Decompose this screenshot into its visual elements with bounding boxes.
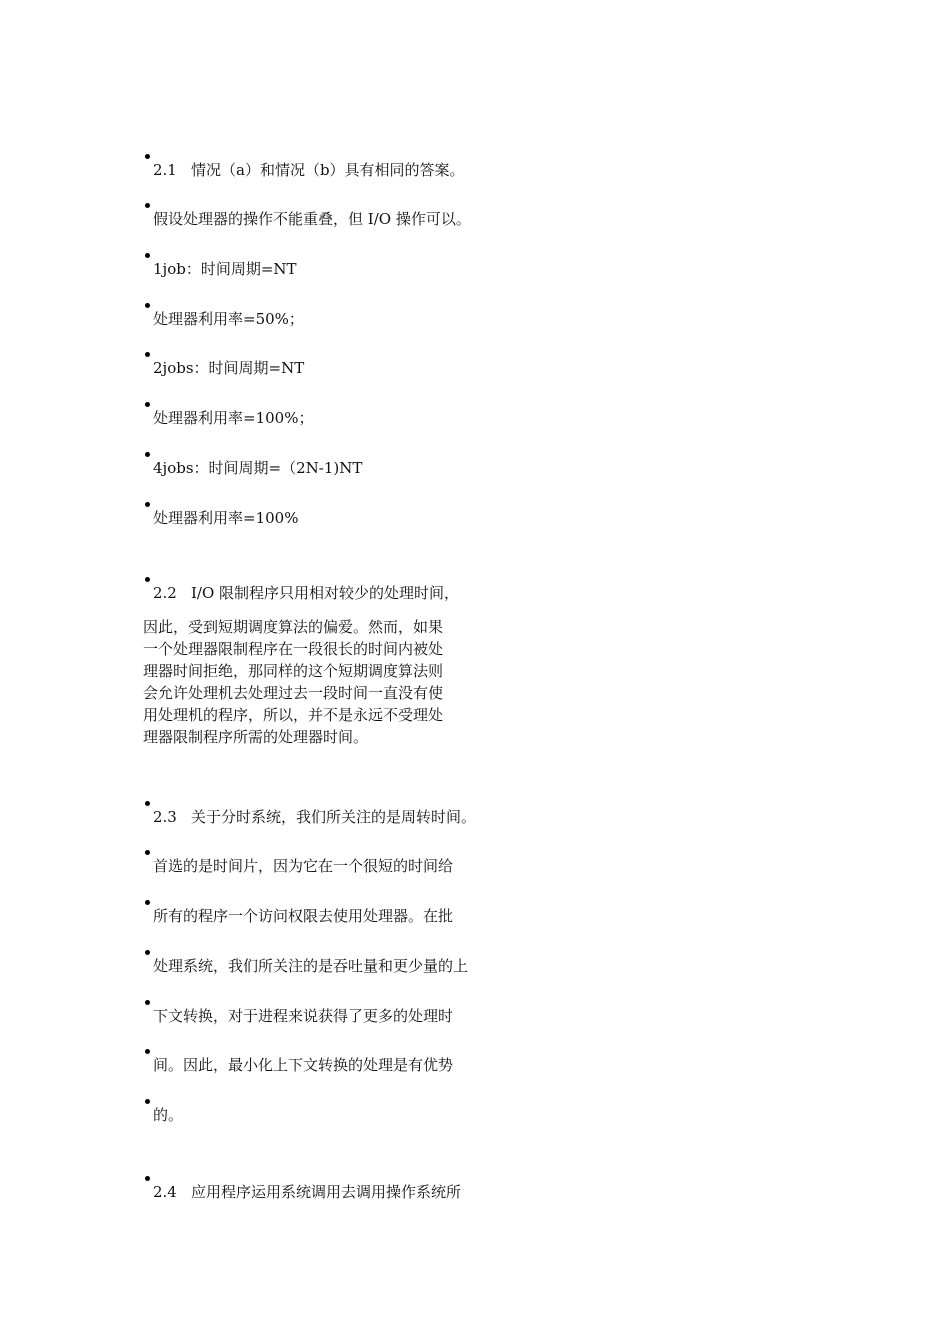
section-number: 2.4	[153, 1183, 177, 1201]
bullet-icon	[145, 1000, 150, 1005]
answer-2-3-line-7: 的。	[153, 1105, 183, 1125]
answer-2-2-paragraph: 因此，受到短期调度算法的偏爱。然而，如果 一个处理器限制程序在一段很长的时间内被处 理器时间拒绝，那同样的这个短期调度算法则 会允许处理机去处理过去一段时间一直没有使 用处理机的程序，所以，并不是永远不受理处 理器限制程序所需的处理器时间。	[143, 618, 444, 746]
bullet-icon	[145, 452, 150, 457]
answer-2-1-line-5: 2jobs：时间周期=NT	[153, 358, 304, 378]
bullet-icon	[145, 801, 150, 806]
section-number: 2.2	[153, 584, 177, 602]
answer-2-3-line-1: 2.3 关于分时系统，我们所关注的是周转时间。	[153, 807, 476, 827]
answer-2-3-line-3: 所有的程序一个访问权限去使用处理器。在批	[153, 906, 453, 926]
bullet-icon	[145, 1176, 150, 1181]
answer-2-2-heading: 2.2 I/O 限制程序只用相对较少的处理时间，	[153, 583, 459, 603]
bullet-icon	[145, 577, 150, 582]
answer-2-1-line-7: 4jobs：时间周期=（2N-1)NT	[153, 458, 362, 478]
section-number: 2.3	[153, 808, 177, 826]
bullet-icon	[145, 154, 150, 159]
bullet-icon	[145, 402, 150, 407]
bullet-icon	[145, 950, 150, 955]
answer-2-1-line-4: 处理器利用率=50%；	[153, 309, 304, 329]
bullet-icon	[145, 253, 150, 258]
answer-2-1-line-8: 处理器利用率=100%	[153, 508, 298, 528]
answer-2-3-line-4: 处理系统，我们所关注的是吞吐量和更少量的上	[153, 956, 468, 976]
bullet-icon	[145, 1099, 150, 1104]
answer-2-4-line-1: 2.4 应用程序运用系统调用去调用操作系统所	[153, 1182, 461, 1202]
answer-2-1-line-1: 2.1 情况（a）和情况（b）具有相同的答案。	[153, 160, 465, 180]
bullet-icon	[145, 352, 150, 357]
bullet-icon	[145, 900, 150, 905]
answer-2-1-line-3: 1job：时间周期=NT	[153, 259, 297, 279]
answer-2-3-line-2: 首选的是时间片，因为它在一个很短的时间给	[153, 856, 453, 876]
bullet-icon	[145, 203, 150, 208]
bullet-icon	[145, 1049, 150, 1054]
bullet-icon	[145, 850, 150, 855]
answer-2-1-line-6: 处理器利用率=100%；	[153, 408, 313, 428]
bullet-icon	[145, 502, 150, 507]
bullet-icon	[145, 303, 150, 308]
answer-2-1-line-2: 假设处理器的操作不能重叠，但 I/O 操作可以。	[153, 209, 471, 229]
answer-2-3-line-6: 间。因此，最小化上下文转换的处理是有优势	[153, 1055, 453, 1075]
section-number: 2.1	[153, 161, 177, 179]
answer-2-3-line-5: 下文转换，对于进程来说获得了更多的处理时	[153, 1006, 453, 1026]
